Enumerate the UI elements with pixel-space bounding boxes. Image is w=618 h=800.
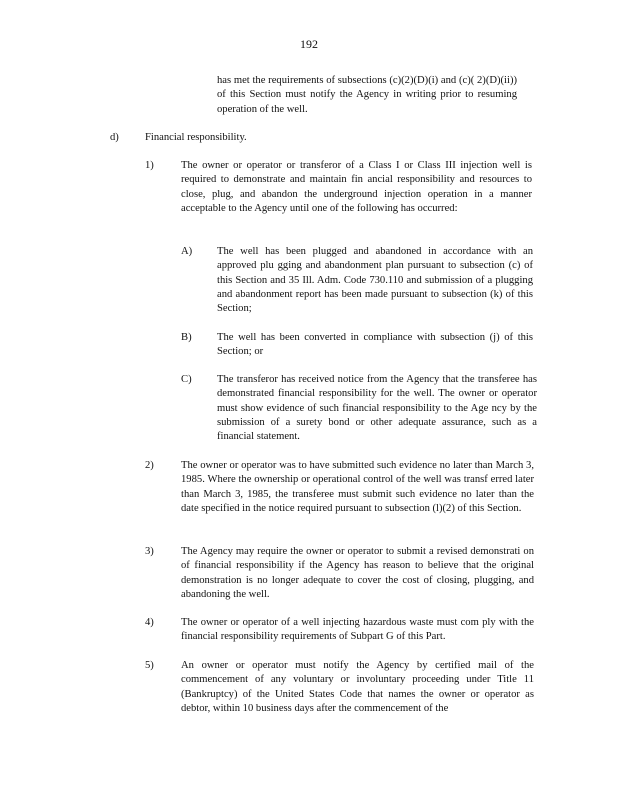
intro-paragraph: has met the requirements of subsections (c)(2)(D)(i) and (c)( 2)(D)(ii)) of this Section must notify the Agency in writing prior to resuming operation of the well. (217, 75, 517, 115)
item-5-text: An owner or operator must notify the Agency by certified mail of the commencement of any voluntary or involuntary proceeding under Title 11 (Bankruptcy) of the United States Code that names the owner or operator as debtor, within 10 business days after the commencement of the (181, 660, 534, 714)
subitem-c-label: C) (181, 374, 192, 385)
item-4-label: 4) (145, 617, 154, 628)
subitem-b-label: B) (181, 332, 192, 343)
item-5-label: 5) (145, 660, 154, 671)
item-2-label: 2) (145, 460, 154, 471)
subitem-c-text: The transferor has received notice from the Agency that the transferee has demonstrated financial responsibility for the well. The owner or operator must show evidence of such financial responsibility to the Age ncy by the submission of a surety bond or other adequate assurance, such as a financial statement. (217, 374, 537, 443)
subitem-a-label: A) (181, 246, 193, 257)
subitem-a-text: The well has been plugged and abandoned in accordance with an approved plu gging and abandonment plan pursuant to subsection (c) of this Section and 35 Ill. Adm. Code 730.110 and submission of a plugging and abandonment report has been made pursuant to subsection (k) of this Section; (217, 246, 533, 315)
subitem-b-text: The well has been converted in compliance with subsection (j) of this Section; or (217, 332, 533, 358)
item-3-label: 3) (145, 546, 154, 557)
page-number: 192 (300, 37, 318, 51)
section-d-label: d) (110, 132, 119, 143)
item-2-text: The owner or operator was to have submitted such evidence no later than March 3, 1985. Where the ownership or operational control of the well was transf erred later than March 3, 1985, the transferee must submit such evidence no later than the date specified in the notice required pursuant to subsection (l)(2) of this Section. (181, 460, 534, 514)
item-1-label: 1) (145, 160, 154, 171)
item-4-text: The owner or operator of a well injecting hazardous waste must com ply with the financial responsibility requirements of Subpart G of this Part. (181, 617, 534, 643)
section-d-title: Financial responsibility. (145, 132, 247, 143)
item-3-text: The Agency may require the owner or operator to submit a revised demonstrati on of financial responsibility if the Agency has reason to believe that the original demonstration is no longer adequate to cover the cost of closing, plugging, and abandoning the well. (181, 546, 534, 600)
item-1-text: The owner or operator or transferor of a Class I or Class III injection well is required to demonstrate and maintain fin ancial responsibility and resources to close, plug, and abandon the underground injection operation in a manner acceptable to the Agency until one of the following has occurred: (181, 160, 532, 214)
